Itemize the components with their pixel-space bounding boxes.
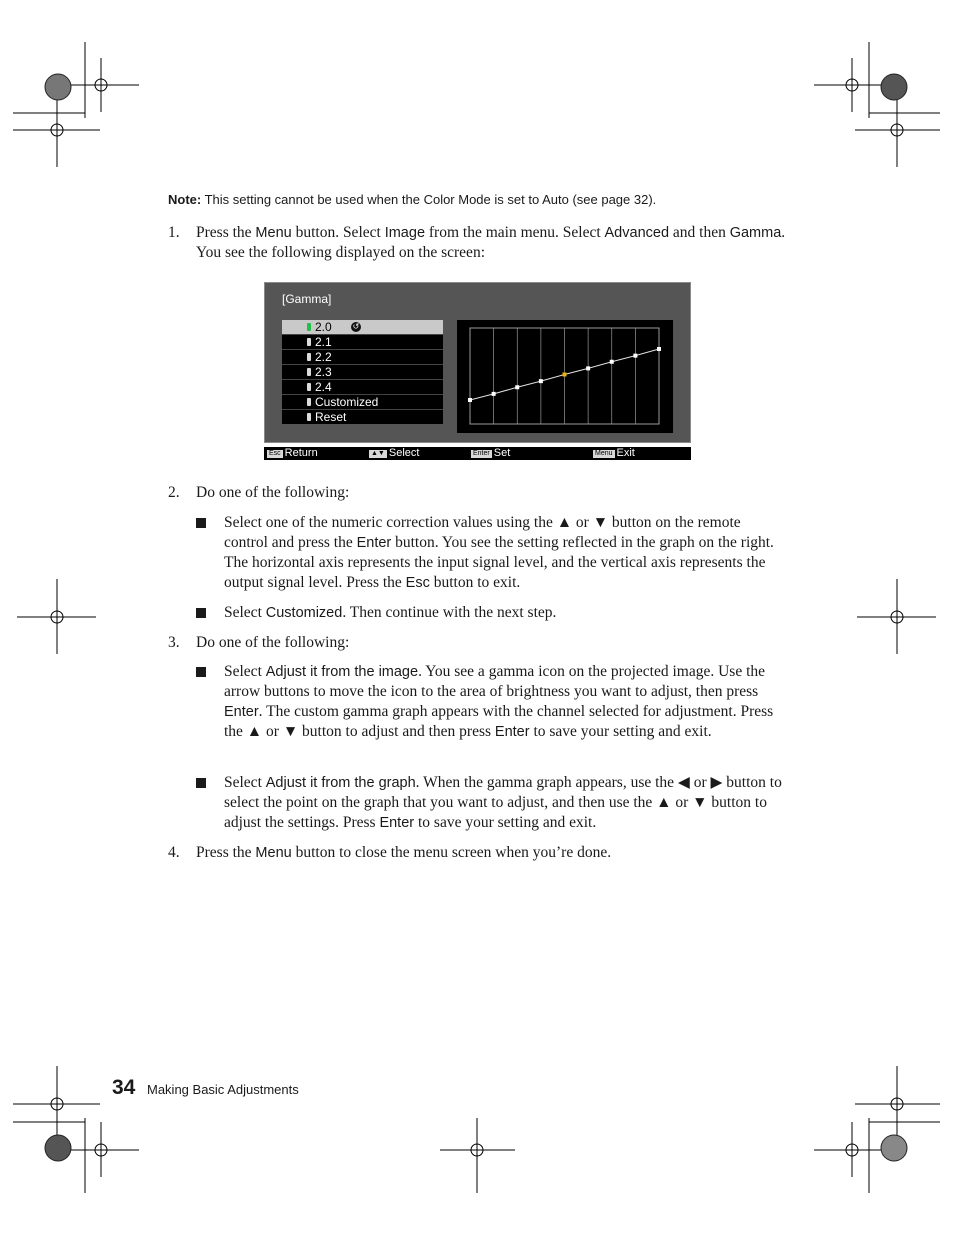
note-text-2: (see page 32).: [568, 192, 657, 207]
gamma-point: [563, 373, 567, 377]
menu-item[interactable]: [282, 335, 443, 350]
indicator-icon: [307, 398, 311, 406]
keyword: Image: [384, 225, 426, 241]
menu-item-label: Reset: [315, 410, 347, 424]
gamma-point: [468, 398, 472, 402]
note-text-1: This setting cannot be used when the Color Mode is set to: [201, 192, 543, 207]
text: . You see a gamma icon on the projected image. Use the arrow buttons to move the icon to the area of brightness you want to adjust, then press: [224, 663, 766, 700]
gamma-menu-screenshot: [264, 282, 691, 443]
keyword: Esc: [405, 575, 430, 591]
footer-key-select: [369, 447, 419, 460]
text: to save your setting and exit.: [529, 723, 712, 740]
key-label: Exit: [616, 447, 635, 459]
bullet-square: [196, 778, 206, 788]
menu-item[interactable]: [282, 350, 443, 365]
menu-item-label: Customized: [315, 395, 379, 409]
bullet-text: [224, 603, 784, 623]
text: to save your setting and exit.: [414, 814, 597, 831]
indicator-icon: [307, 413, 311, 421]
menu-footer-bar: [264, 447, 691, 460]
bullet-text: [224, 773, 784, 833]
footer-key-set: [471, 447, 510, 460]
text: Select one of the numeric correction values using the ▲ or ▼ button on the remote control and press the: [224, 514, 741, 551]
indicator-icon: [307, 353, 311, 361]
menu-title: [Gamma]: [282, 292, 332, 306]
step-text: [196, 843, 786, 863]
text: button. Select: [291, 224, 385, 241]
gamma-point: [492, 392, 496, 396]
text: . The custom gamma graph appears with the channel selected for adjustment. Press the ▲ or ▼ button to adjust and then press: [224, 703, 774, 740]
key-tag: ▲▼: [371, 450, 385, 457]
gamma-graph-svg: [457, 320, 673, 433]
key-label: Select: [388, 447, 420, 459]
indicator-icon: [307, 368, 311, 376]
gamma-point: [515, 385, 519, 389]
keyword: Menu: [255, 845, 292, 861]
keyword: Enter: [356, 535, 392, 551]
text: and then: [669, 224, 730, 241]
step-number: 3.: [168, 634, 180, 651]
step-number: 2.: [168, 484, 180, 501]
menu-item-label: 2.3: [315, 365, 332, 379]
step-text: [196, 223, 786, 263]
note: [168, 192, 656, 207]
text: Press the: [196, 224, 256, 241]
text: button to exit.: [429, 574, 521, 591]
key-label: Set: [493, 447, 511, 459]
text: Select: [224, 774, 266, 791]
text: button. You see the setting reflected in the graph on the right. The horizontal axis represents the input signal level, and the vertical axis represents the output signal level. Press the: [224, 534, 774, 591]
menu-item[interactable]: [282, 380, 443, 395]
keyword: Enter: [494, 724, 530, 740]
keyword: Enter: [224, 704, 259, 720]
step-text: Do one of the following:: [196, 484, 350, 501]
footer-key-exit: [593, 447, 635, 460]
bullet-text: [224, 513, 784, 593]
menu-item-label: 2.2: [315, 350, 332, 364]
menu-item[interactable]: [282, 365, 443, 380]
step-text: Do one of the following:: [196, 634, 350, 651]
indicator-icon: [307, 338, 311, 346]
selected-mark-icon: ↺: [352, 322, 360, 331]
keyword: Enter: [379, 815, 415, 831]
note-label: Note:: [168, 192, 202, 207]
text: . Then continue with the next step.: [342, 604, 557, 621]
menu-item-label: 2.1: [315, 335, 332, 349]
gamma-point: [610, 360, 614, 364]
keyword: Customized: [265, 605, 343, 621]
text: . You see the following displayed on the screen:: [196, 224, 786, 261]
key-tag: Esc: [269, 450, 281, 457]
step-number: 4.: [168, 844, 180, 861]
bullet-square: [196, 667, 206, 677]
gamma-point: [657, 347, 661, 351]
keyword: Adjust it from the graph: [265, 775, 416, 791]
footer-key-return: [267, 447, 318, 460]
menu-item[interactable]: [282, 320, 443, 335]
text: Press the: [196, 844, 256, 861]
gamma-point: [539, 379, 543, 383]
keyword: Advanced: [604, 225, 670, 241]
menu-item-label: 2.0: [315, 320, 332, 334]
section-title: Making Basic Adjustments: [147, 1082, 299, 1097]
menu-item-label: 2.4: [315, 380, 332, 394]
text: button to close the menu screen when you’re done.: [291, 844, 612, 861]
gamma-point: [633, 354, 637, 358]
text: . When the gamma graph appears, use the ◀ or ▶ button to select the point on the graph that you want to adjust, and then use the ▲ or ▼ button to adjust the settings. Press: [224, 774, 782, 831]
indicator-icon: [307, 323, 311, 331]
key-label: Return: [284, 447, 318, 459]
bullet-square: [196, 518, 206, 528]
indicator-icon: [307, 383, 311, 391]
keyword: Gamma: [729, 225, 782, 241]
step-number: 1.: [168, 224, 180, 241]
key-tag: Menu: [595, 450, 613, 457]
menu-item[interactable]: [282, 395, 443, 410]
keyword: Menu: [255, 225, 292, 241]
gamma-graph: [457, 320, 673, 433]
text: from the main menu. Select: [425, 224, 605, 241]
bullet-text: [224, 662, 784, 742]
menu-item[interactable]: [282, 410, 443, 424]
note-keyword: Auto: [542, 192, 569, 207]
menu-list: [282, 320, 443, 424]
text: Select: [224, 604, 266, 621]
keyword: Adjust it from the image: [265, 664, 419, 680]
text: Select: [224, 663, 266, 680]
bullet-square: [196, 608, 206, 618]
page-number: 34: [112, 1076, 136, 1099]
gamma-point: [586, 366, 590, 370]
key-tag: Enter: [473, 450, 490, 457]
